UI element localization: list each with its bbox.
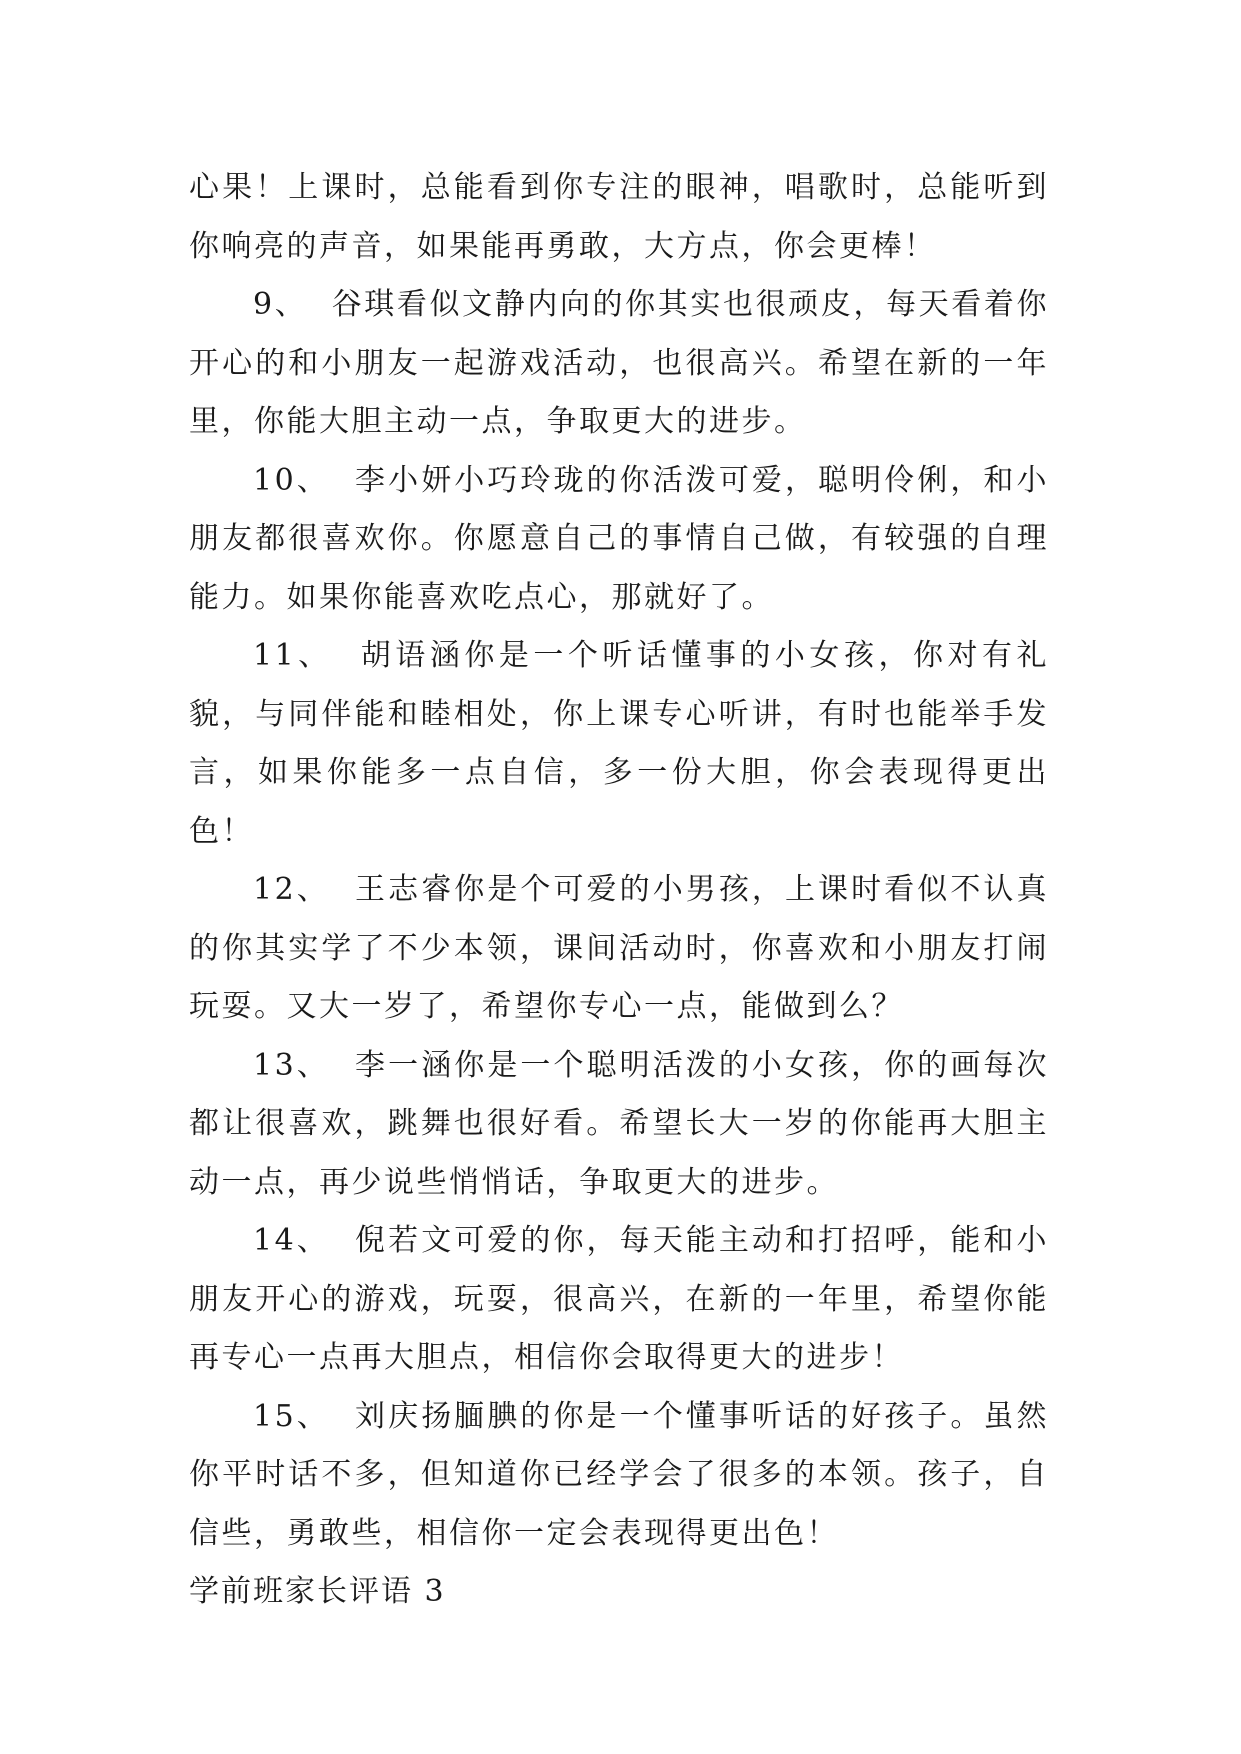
comment-item-9 [189,276,1049,452]
comment-item-14 [189,1212,1049,1388]
item-text: 倪若文可爱的你，每天能主动和打招呼，能和小朋友开心的游戏，玩耍，很高兴，在新的一年里，希望你能再专心一点再大胆点，相信你会取得更大的进步！ [189,1223,1049,1375]
comment-item-15 [189,1388,1049,1564]
comment-item-13 [189,1037,1049,1213]
item-text: 刘庆扬腼腆的你是一个懂事听话的好孩子。虽然你平时话不多，但知道你已经学会了很多的本领。孩子，自信些，勇敢些，相信你一定会表现得更出色！ [189,1398,1049,1551]
item-text: 李一涵你是一个聪明活泼的小女孩，你的画每次都让很喜欢，跳舞也很好看。希望长大一岁的你能再大胆主动一点，再少说些悄悄话，争取更大的进步。 [189,1047,1049,1200]
item-text: 李小妍小巧玲珑的你活泼可爱，聪明伶俐，和小朋友都很喜欢你。你愿意自己的事情自己做，有较强的自理能力。如果你能喜欢吃点心，那就好了。 [189,462,1049,615]
comment-item-12 [189,861,1049,1037]
item-text: 王志睿你是个可爱的小男孩，上课时看似不认真的你其实学了不少本领，课间活动时，你喜欢和小朋友打闹玩耍。又大一岁了，希望你专心一点，能做到么？ [189,872,1049,1024]
item-number: 12、 [253,872,330,907]
item-text: 胡语涵你是一个听话懂事的小女孩，你对有礼貌，与同伴能和睦相处，你上课专心听讲，有时也能举手发言，如果你能多一点自信，多一份大胆，你会表现得更出色！ [189,638,1049,849]
item-number: 10、 [253,462,330,498]
document-body [189,159,1049,1622]
item-number: 14、 [253,1223,330,1258]
item-number: 15、 [253,1398,330,1434]
comment-item-10 [189,452,1049,628]
item-number: 9、 [253,287,308,322]
comment-item-11 [189,627,1049,861]
section-heading: 学前班家长评语 3 [189,1574,446,1609]
continuation-paragraph: 心果！上课时，总能看到你专注的眼神，唱歌时，总能听到你响亮的声音，如果能再勇敢，大方点，你会更棒！ [189,170,1049,264]
item-number: 13、 [253,1047,330,1083]
item-number: 11、 [253,638,333,673]
item-text: 谷琪看似文静内向的你其实也很顽皮，每天看着你开心的和小朋友一起游戏活动，也很高兴。希望在新的一年里，你能大胆主动一点，争取更大的进步。 [189,287,1050,439]
